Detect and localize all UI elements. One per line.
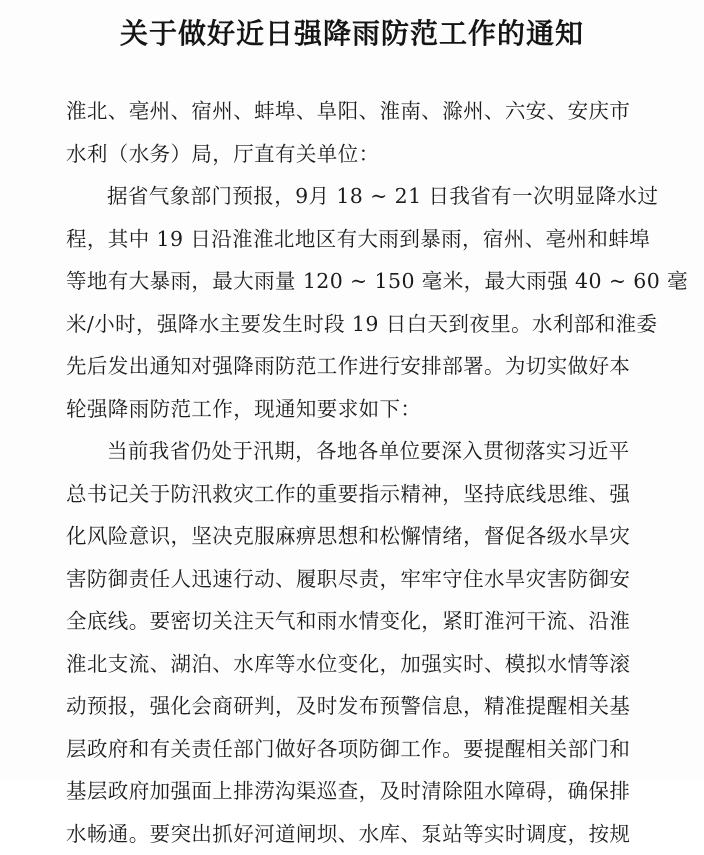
paragraph-line: 轮强降雨防范工作，现通知要求如下： — [66, 388, 666, 431]
paragraph-line: 程，其中 19 日沿淮淮北地区有大雨到暴雨，宿州、亳州和蚌埠 — [66, 218, 666, 261]
document-body — [66, 90, 666, 855]
paragraph-line: 当前我省仍处于汛期，各地各单位要深入贯彻落实习近平 — [66, 430, 666, 473]
paragraph-line: 等地有大暴雨，最大雨量 120 ~ 150 毫米，最大雨强 40 ~ 60 毫 — [66, 260, 666, 303]
recipient-line-2: 水利（水务）局，厅直有关单位： — [66, 133, 666, 176]
paragraph-line: 水畅通。要突出抓好河道闸坝、水库、泵站等实时调度，按规 — [66, 813, 666, 855]
paragraph-line: 基层政府加强面上排涝沟渠巡查，及时清除阻水障碍，确保排 — [66, 770, 666, 813]
paragraph-line: 先后发出通知对强降雨防范工作进行安排部署。为切实做好本 — [66, 345, 666, 388]
document-title: 关于做好近日强降雨防范工作的通知 — [0, 14, 704, 54]
paragraph-line: 米/小时，强降水主要发生时段 19 日白天到夜里。水利部和淮委 — [66, 303, 666, 346]
paragraph-line: 淮北支流、湖泊、水库等水位变化，加强实时、模拟水情等滚 — [66, 643, 666, 686]
paragraph-line: 动预报，强化会商研判，及时发布预警信息，精准提醒相关基 — [66, 685, 666, 728]
recipient-line-1: 淮北、亳州、宿州、蚌埠、阜阳、淮南、滁州、六安、安庆市 — [66, 90, 666, 133]
paragraph-line: 化风险意识，坚决克服麻痹思想和松懈情绪，督促各级水旱灾 — [66, 515, 666, 558]
paragraph-line: 全底线。要密切关注天气和雨水情变化，紧盯淮河干流、沿淮 — [66, 600, 666, 643]
paragraph-line: 总书记关于防汛救灾工作的重要指示精神，坚持底线思维、强 — [66, 473, 666, 516]
paragraph-line: 据省气象部门预报，9月 18 ~ 21 日我省有一次明显降水过 — [66, 175, 666, 218]
paragraph-line: 层政府和有关责任部门做好各项防御工作。要提醒相关部门和 — [66, 728, 666, 771]
paragraph-line: 害防御责任人迅速行动、履职尽责，牢牢守住水旱灾害防御安 — [66, 558, 666, 601]
